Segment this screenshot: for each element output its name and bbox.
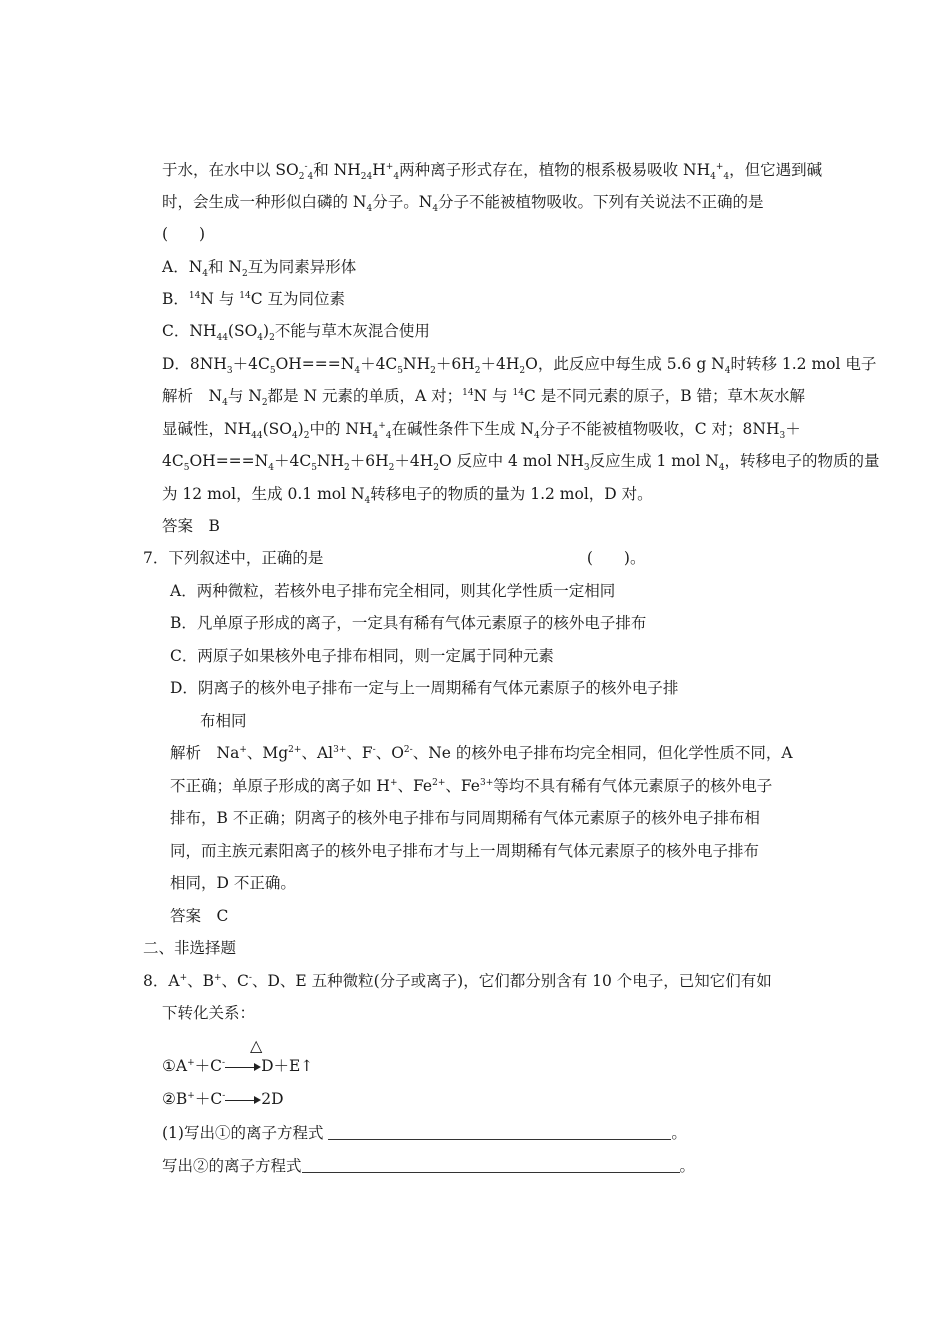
text-segment: ＋4C (360, 355, 398, 373)
text-segment: 答案 C (170, 907, 229, 925)
text-segment: 为 12 mol，生成 0.1 mol N (162, 485, 365, 503)
superscript: 2+ (288, 745, 302, 755)
subscript: 5 (311, 463, 317, 473)
subscript: 4 (222, 333, 228, 343)
text-segment: 反应生成 1 mol N (589, 452, 719, 470)
subscript: 4 (366, 204, 373, 214)
option-b (162, 288, 345, 310)
text-segment: A．两种微粒，若核外电子排布完全相同，则其化学性质一定相同 (170, 582, 616, 600)
subscript: 4 (291, 431, 298, 441)
section-heading (143, 937, 236, 959)
text-segment: 、Fe (397, 777, 433, 795)
text-segment: 、Fe (445, 777, 480, 795)
text-segment: ＋4C (232, 355, 270, 373)
text-segment: 8．A (143, 972, 180, 990)
heat-condition: △ (250, 1036, 263, 1055)
text-segment: 和 NH (313, 161, 361, 179)
option-c (162, 320, 430, 342)
superscript: - (304, 162, 308, 172)
text-segment: ，但它遇到碱 (729, 161, 823, 179)
text-segment: 下转化关系： (162, 1004, 256, 1022)
text-segment: ) (297, 420, 304, 438)
subscript: 4 (372, 431, 379, 441)
answer-line (162, 515, 220, 537)
subscript: 2 (360, 172, 367, 182)
text-segment: 同，而主族元素阳离子的核外电子排布才与上一周期稀有气体元素原子的核外电子排布 (170, 842, 760, 860)
text-segment: (SO (227, 322, 258, 340)
subscript: 4 (216, 333, 223, 343)
analysis-line (162, 450, 880, 472)
text-segment: C 是不同元素的原子，B 错；草木灰水解 (523, 387, 806, 405)
text-segment: ) (263, 322, 270, 340)
text-segment: 不正确；单原子形成的离子如 H (170, 777, 390, 795)
subscript: 2 (261, 398, 268, 408)
subscript: 4 (364, 496, 371, 506)
text-segment: ＋6H (349, 452, 389, 470)
superscript: - (372, 745, 376, 755)
text-segment: 分子不能被植物吸收。下列有关说法不正确的是 (438, 193, 764, 211)
text-line (162, 159, 822, 181)
text-line (162, 223, 205, 245)
subscript: 4 (385, 431, 392, 441)
text-segment: 分子。N (372, 193, 433, 211)
subscript: 4 (432, 204, 439, 214)
superscript: + (179, 973, 188, 983)
analysis-line (162, 483, 653, 505)
subscript: 2 (388, 463, 395, 473)
text-segment: 不能与草木灰混合使用 (274, 322, 430, 340)
text-segment: OH===N (189, 452, 269, 470)
text-segment: ( ) (162, 225, 206, 243)
text-segment: 、C (221, 972, 249, 990)
text-segment: 时，会生成一种形似白磷的 N (162, 193, 367, 211)
subscript: 2 (298, 172, 305, 182)
superscript: + (385, 162, 394, 172)
text-segment: N 与 (200, 290, 240, 308)
subscript: 2 (344, 463, 350, 473)
text-segment: ＋4C (273, 452, 312, 470)
text-segment: 解析 N (162, 387, 223, 405)
text-segment: NH (316, 452, 345, 470)
analysis-line (170, 840, 759, 862)
answer-blank[interactable] (302, 1156, 680, 1173)
subscript: 4 (257, 333, 264, 343)
option-a (162, 256, 356, 278)
text-segment: 在碱性条件下生成 N (391, 420, 534, 438)
text-segment: 转移电子的物质的量为 1.2 mol，D 对。 (370, 485, 653, 503)
text-segment: H (372, 161, 386, 179)
question-8-1: (1)写出①的离子方程式 。 (162, 1124, 687, 1142)
text-segment: N 与 (473, 387, 513, 405)
subscript: 3 (583, 463, 590, 473)
superscript: 14 (512, 388, 524, 398)
superscript: 3+ (333, 745, 347, 755)
text-segment: 、O (375, 744, 404, 762)
superscript: + (239, 745, 247, 755)
text-segment: C．NH (162, 322, 217, 340)
text-segment: 4C (162, 452, 184, 470)
text-segment: 等均不具有稀有气体元素原子的核外电子 (493, 777, 773, 795)
subscript: 4 (268, 463, 274, 473)
superscript: 14 (239, 291, 251, 301)
superscript: - (248, 973, 252, 983)
text-segment: 答案 B (162, 517, 220, 535)
question-8-cont (162, 1002, 255, 1024)
analysis-line (170, 775, 772, 797)
text-segment: 解析 Na (170, 744, 240, 762)
subscript: 5 (397, 366, 404, 376)
text-segment: 7．下列叙述中，正确的是 ( )。 (143, 549, 646, 567)
subscript: 4 (710, 172, 716, 182)
subscript: 3 (226, 366, 233, 376)
analysis-line (170, 872, 296, 894)
text-segment: 分子不能被植物吸收，C 对；8NH (539, 420, 780, 438)
subscript: 5 (269, 366, 276, 376)
text-segment: A．N (162, 258, 203, 276)
text-segment: C．两原子如果核外电子排布相同，则一定属于同种元素 (170, 647, 554, 665)
superscript: + (389, 778, 398, 788)
text-segment: 相同，D 不正确。 (170, 874, 296, 892)
subscript: 2 (430, 366, 436, 376)
text-segment: 互为同素异形体 (247, 258, 357, 276)
analysis-line (162, 418, 801, 440)
subscript: 4 (534, 431, 540, 441)
reaction-arrow (225, 1056, 261, 1078)
answer-line (170, 905, 228, 927)
answer-blank[interactable] (328, 1123, 671, 1140)
text-segment: 、Ne 的核外电子排布均完全相同，但化学性质不同，A (412, 744, 793, 762)
superscript: 14 (188, 291, 201, 301)
subscript: 4 (718, 463, 725, 473)
text-segment: ，转移电子的物质的量 (724, 452, 880, 470)
text-segment: 显碱性，NH (162, 420, 252, 438)
subscript: 4 (366, 172, 373, 182)
text-segment: D．阴离子的核外电子排布一定与上一周期稀有气体元素原子的核外电子排 (170, 679, 679, 697)
subscript: 2 (519, 366, 526, 376)
text-segment: 于水，在水中以 SO (162, 161, 299, 179)
text-segment: (SO (262, 420, 292, 438)
analysis-line (162, 385, 805, 407)
subscript: 4 (724, 366, 731, 376)
text-segment: 都是 N 元素的单质，A 对； (267, 387, 463, 405)
superscript: + (378, 421, 386, 431)
text-segment: O，此反应中每生成 5.6 g N (525, 355, 725, 373)
superscript: 14 (462, 388, 474, 398)
text-line (162, 191, 764, 213)
text-segment: 与 N (227, 387, 262, 405)
reaction-2: ②B+＋C- 2D (162, 1088, 284, 1111)
text-segment: 排布，B 不正确；阴离子的核外电子排布与同周期稀有气体元素原子的核外电子排布相 (170, 809, 760, 827)
text-segment: 、Al (301, 744, 334, 762)
superscript: + (214, 973, 222, 983)
analysis-line (170, 742, 793, 764)
subscript: 2 (242, 269, 248, 279)
text-segment: 、Mg (246, 744, 289, 762)
analysis-line (170, 807, 760, 829)
subscript: 5 (183, 463, 190, 473)
subscript: 4 (256, 431, 263, 441)
subscript: 4 (354, 366, 361, 376)
text-segment: 、B (187, 972, 214, 990)
subscript: 4 (222, 398, 228, 408)
text-segment: 、F (346, 744, 373, 762)
text-segment: C 互为同位素 (250, 290, 346, 308)
text-segment: ＋4H (480, 355, 520, 373)
subscript: 3 (779, 431, 786, 441)
question-8-2: 写出②的离子方程式 。 (162, 1157, 696, 1175)
text-segment: ＋6H (435, 355, 475, 373)
reaction-arrow (225, 1089, 261, 1111)
superscript: 2- (403, 745, 413, 755)
text-segment: NH (403, 355, 431, 373)
text-segment: O 反应中 4 mol NH (439, 452, 584, 470)
subscript: 4 (723, 172, 730, 182)
subscript: 2 (433, 463, 439, 473)
option-d (162, 353, 876, 375)
subscript: 4 (202, 269, 208, 279)
text-segment: D．8NH (162, 355, 227, 373)
subscript: 2 (269, 333, 275, 343)
superscript: + (715, 162, 724, 172)
text-segment: ＋4H (394, 452, 434, 470)
option-d-cont (200, 710, 247, 732)
superscript: 3+ (479, 778, 494, 788)
text-segment: OH===N (275, 355, 355, 373)
text-segment: 、D、E 五种微粒(分子或离子)，它们都分别含有 10 个电子，已知它们有如 (251, 972, 772, 990)
superscript: 2+ (432, 778, 446, 788)
text-segment: 时转移 1.2 mol 电子 (730, 355, 877, 373)
option-c (170, 645, 554, 667)
text-segment: 布相同 (200, 712, 247, 730)
question-8 (143, 970, 772, 992)
text-segment: B．凡单原子形成的离子，一定具有稀有气体元素原子的核外电子排布 (170, 614, 647, 632)
option-d (170, 677, 678, 699)
subscript: 4 (251, 431, 257, 441)
reaction-1: ①A+＋C- D＋E↑ (162, 1055, 313, 1078)
text-segment: 中的 NH (309, 420, 373, 438)
subscript: 2 (303, 431, 310, 441)
subscript: 4 (307, 172, 314, 182)
subscript: 4 (393, 172, 400, 182)
text-segment: 二、非选择题 (143, 939, 237, 957)
option-a (170, 580, 615, 602)
text-segment: ＋ (785, 420, 801, 438)
text-segment: 两种离子形式存在，植物的根系极易吸收 NH (399, 161, 711, 179)
question-7 (143, 547, 645, 569)
text-segment: 和 N (208, 258, 242, 276)
text-segment: B． (162, 290, 189, 308)
option-b (170, 612, 646, 634)
subscript: 2 (474, 366, 481, 376)
